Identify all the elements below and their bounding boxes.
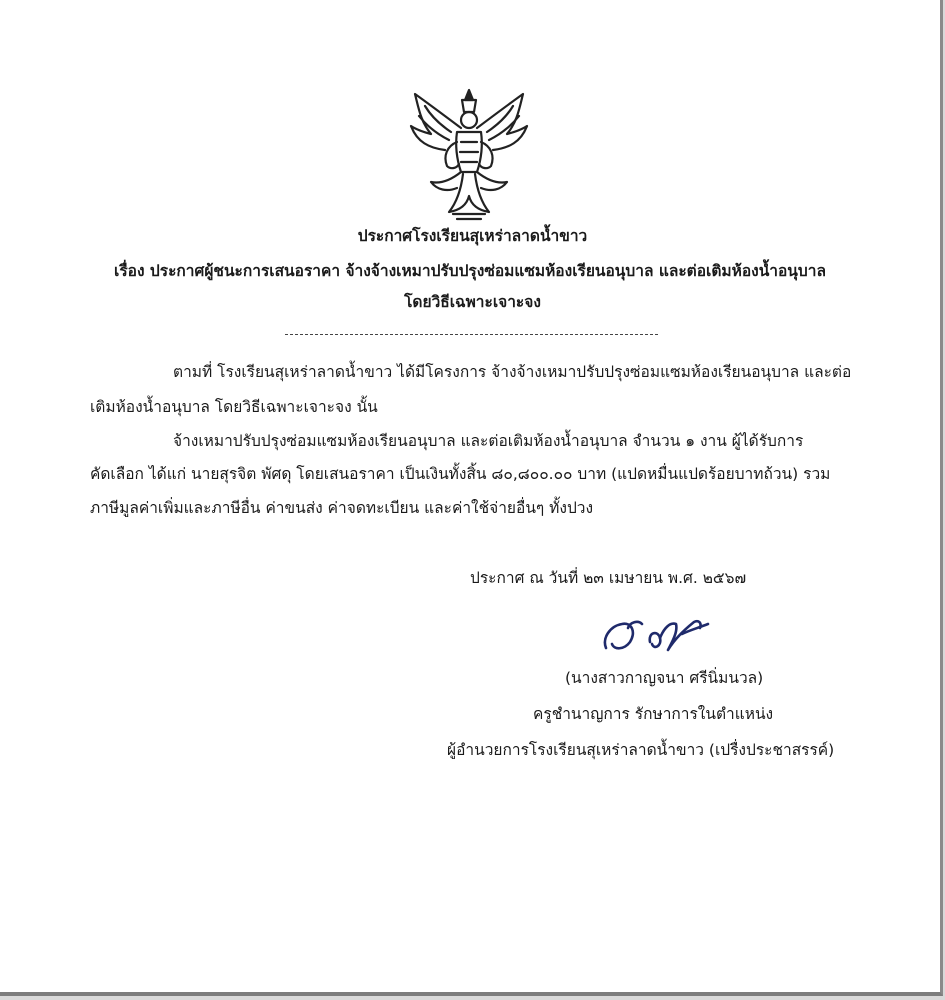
- paragraph1-line1: ตามที่ โรงเรียนสุเหร่าลาดน้ำขาว ได้มีโครงการ จ้างจ้างเหมาปรับปรุงซ่อมแซมห้องเรียนอนุบาล และต่อ: [173, 363, 852, 381]
- garuda-emblem-icon: [405, 86, 533, 222]
- paragraph2-line1: จ้างเหมาปรับปรุงซ่อมแซมห้องเรียนอนุบาล และต่อเติมห้องน้ำอนุบาล จำนวน ๑ งาน ผู้ได้รับการ: [173, 432, 804, 450]
- document-subject-continuation: โดยวิธีเฉพาะเจาะจง: [404, 293, 541, 311]
- paragraph2-line2: คัดเลือก ได้แก่ นายสุรจิต พัศดุ โดยเสนอราคา เป็นเงินทั้งสิ้น ๘๐,๘๐๐.๐๐ บาท (แปดหมื่นแปดร้อยบาทถ้วน) รวม: [90, 465, 831, 483]
- paragraph2-line3: ภาษีมูลค่าเพิ่มและภาษีอื่น ค่าขนส่ง ค่าจดทะเบียน และค่าใช้จ่ายอื่นๆ ทั้งปวง: [90, 499, 594, 517]
- divider: [285, 334, 658, 335]
- document-title: ประกาศโรงเรียนสุเหร่าลาดน้ำขาว: [357, 227, 588, 245]
- announcement-date: ประกาศ ณ วันที่ ๒๓ เมษายน พ.ศ. ๒๕๖๗: [470, 569, 747, 587]
- document-subject: เรื่อง ประกาศผู้ชนะการเสนอราคา จ้างจ้างเหมาปรับปรุงซ่อมแซมห้องเรียนอนุบาล และต่อเติมห้องน้ำอนุบาล: [114, 262, 826, 280]
- paragraph1-line2: เติมห้องน้ำอนุบาล โดยวิธีเฉพาะเจาะจง นั้น: [90, 398, 378, 416]
- signer-name: (นางสาวกาญจนา ศรีนิ่มนวล): [565, 669, 764, 687]
- handwritten-signature: [598, 608, 716, 660]
- signer-role: ผู้อำนวยการโรงเรียนสุเหร่าลาดน้ำขาว (เปรื่งประชาสรรค์): [447, 741, 835, 759]
- signer-position: ครูชำนาญการ รักษาการในตำแหน่ง: [533, 705, 774, 723]
